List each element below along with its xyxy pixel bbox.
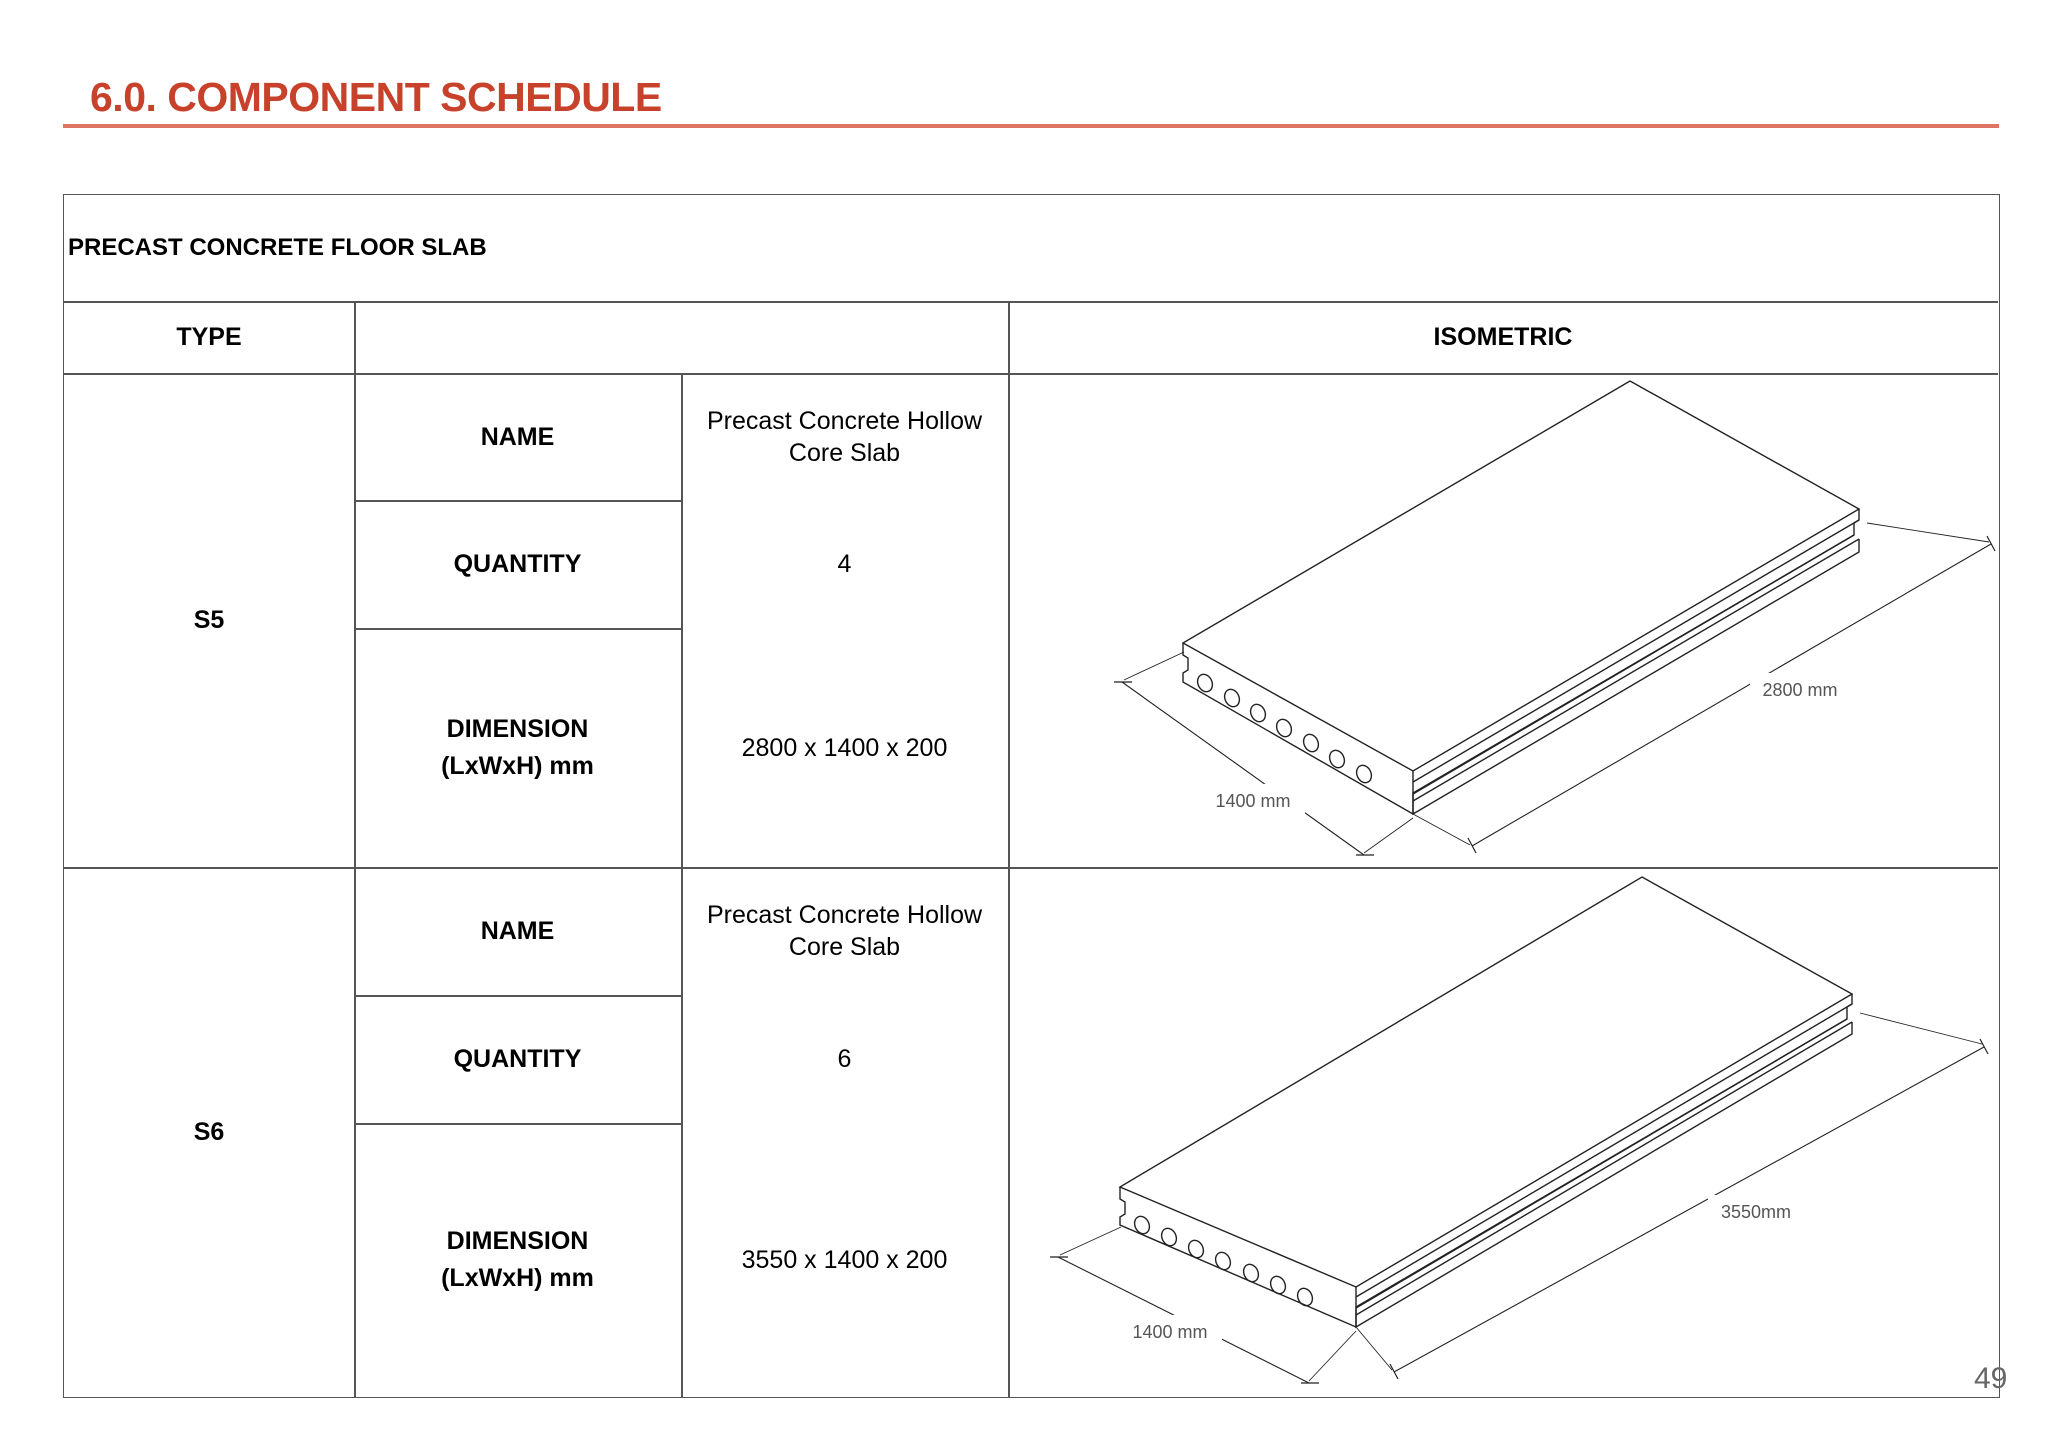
title-rule	[63, 124, 1999, 128]
page-number: 49	[1974, 1362, 2008, 1395]
dimension-label-width: 1400 mm	[1132, 1322, 1208, 1342]
quantity-label: QUANTITY	[453, 1045, 582, 1073]
name-value	[681, 373, 1008, 500]
header-type: TYPE	[176, 323, 242, 351]
component-schedule-table	[63, 194, 2000, 1398]
dimension-label-line: DIMENSION	[446, 1227, 589, 1255]
name-value-line: Core Slab	[788, 933, 901, 961]
type-cell-s6: S6	[193, 1118, 225, 1146]
quantity-label: QUANTITY	[453, 550, 582, 578]
dimension-value: 2800 x 1400 x 200	[741, 733, 948, 762]
dimension-label-line: (LxWxH) mm	[441, 751, 594, 780]
type-cell-s5: S5	[193, 606, 225, 634]
quantity-value: 4	[837, 550, 852, 578]
name-value	[681, 867, 1008, 995]
name-label: NAME	[480, 422, 555, 451]
quantity-value: 6	[837, 1045, 852, 1073]
isometric-drawing-s6	[1008, 867, 1998, 1397]
dimension-label-line: (LxWxH) mm	[441, 1264, 594, 1292]
dimension-label-length: 2800 mm	[1762, 680, 1838, 700]
dimension-label-length: 3550mm	[1720, 1202, 1792, 1222]
header-isometric: ISOMETRIC	[1433, 323, 1573, 351]
slab-top-face	[1183, 381, 1859, 771]
page-title: 6.0. COMPONENT SCHEDULE	[90, 74, 662, 120]
section-title: PRECAST CONCRETE FLOOR SLAB	[68, 234, 487, 261]
dimension-label-line: DIMENSION	[446, 714, 589, 743]
name-value-line: Precast Concrete Hollow	[706, 901, 983, 929]
isometric-drawing-s5	[1008, 373, 1998, 867]
name-value-line: Precast Concrete Hollow	[706, 406, 983, 435]
dimension-label	[354, 1123, 681, 1397]
dimension-label	[354, 628, 681, 867]
dimension-label-width: 1400 mm	[1215, 791, 1291, 811]
name-value-line: Core Slab	[788, 438, 901, 467]
dimension-value: 3550 x 1400 x 200	[741, 1246, 948, 1274]
name-label: NAME	[480, 917, 555, 945]
